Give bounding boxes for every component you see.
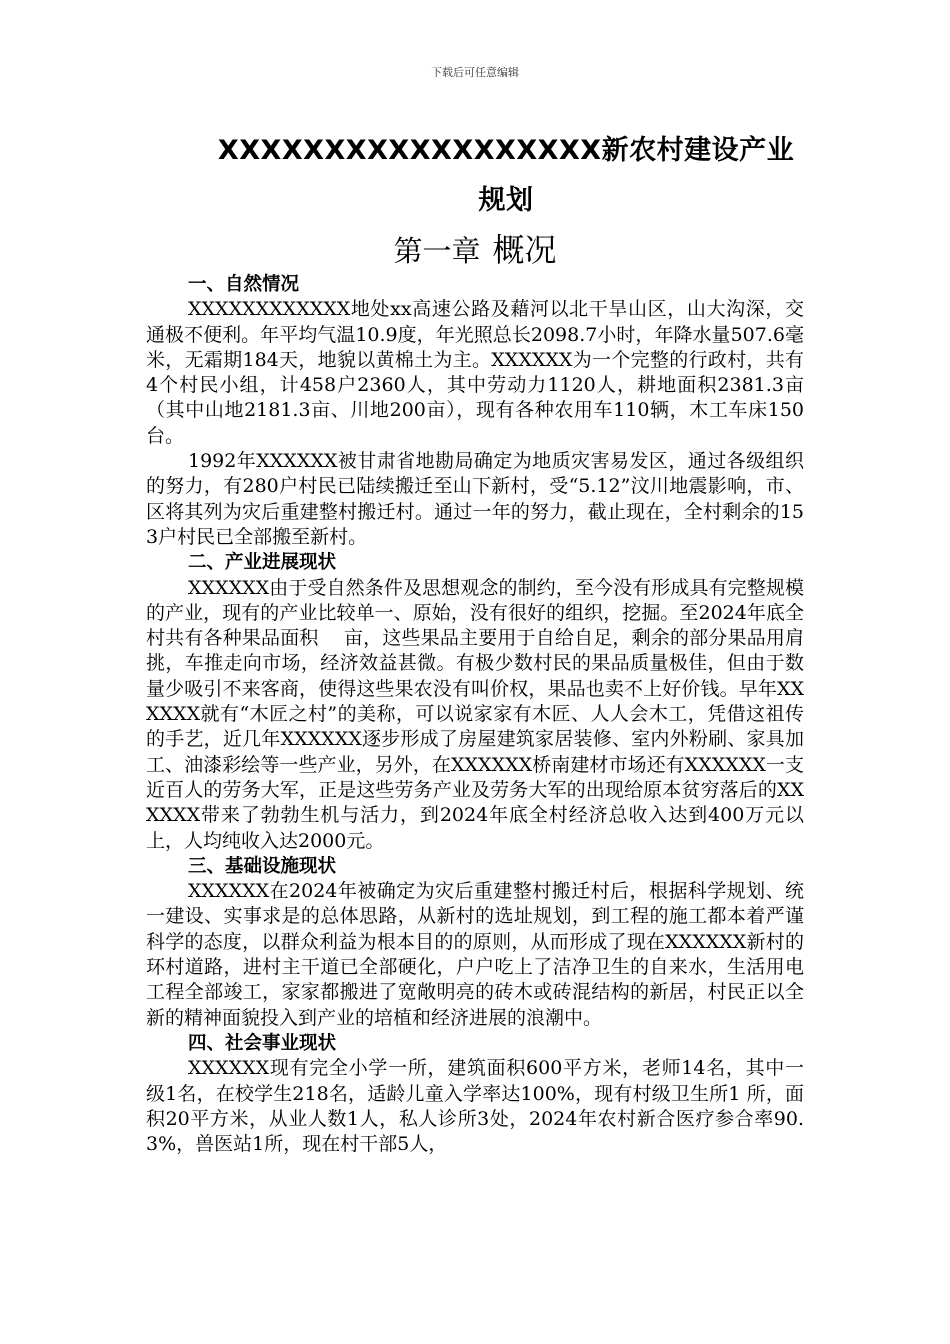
- paragraph: XXXXXX现有完全小学一所，建筑面积600平方米，老师14名，其中一级1名，在校学生218名，适龄儿童入学率达100%，现有村级卫生所1 所，面积20平方米，从业人数1人，私人诊所3处，2024年农村新合医疗参合率90.3%，兽医站1所，现在村干部5人，: [146, 1057, 804, 1156]
- document-title-continued: 规划: [478, 185, 534, 216]
- section-infrastructure-status: [146, 854, 804, 1031]
- document-title: XXXXXXXXXXXXXXXXXX新农村建设产业: [217, 135, 795, 166]
- paragraph: 1992年XXXXXX被甘肃省地勘局确定为地质灾害易发区，通过各级组织的努力，有280户村民已陆续搬迁至山下新村，受“5.12”汶川地震影响，市、区将其列为灾后重建整村搬迁村。通过一年的努力，截止现在，全村剩余的153户村民已全部搬至新村。: [146, 450, 804, 548]
- section-heading: 四、社会事业现状: [188, 1032, 337, 1054]
- section-heading: 一、自然情况: [188, 274, 300, 295]
- document-body: [146, 272, 804, 1157]
- paragraph: XXXXXX由于受自然条件及思想观念的制约，至今没有形成具有完整规模的产业，现有的产业比较单一、原始，没有很好的组织，挖掘。至2024年底全村共有各种果品面积 亩，这些果品主要用于自给自足，剩余的部分果品用肩挑，车推走向市场，经济效益甚微。有极少数村民的果品质量极佳，但由于数量少吸引不来客商，使得这些果农没有叫价权，果品也卖不上好价钱。早年XXXXXX就有“木匠之村”的美称，可以说家家有木匠、人人会木工，凭借这祖传的手艺，近几年XXXXXX逐步形成了房屋建筑家居装修、室内外粉刷、家具加工、油漆彩绘等一些产业，另外，在XXXXXX桥南建材市场还有XXXXXX一支近百人的劳务大军，正是这些劳务产业及劳务大军的出现给原本贫穷落后的XXXXXX带来了勃勃生机与活力，到2024年底全村经济总收入达到400万元以上，人均纯收入达2000元。: [146, 576, 804, 852]
- chapter-label: 第一章: [393, 234, 481, 268]
- section-natural-conditions: [146, 272, 804, 550]
- section-heading: 三、基础设施现状: [188, 855, 337, 877]
- section-heading: 二、产业进展现状: [188, 552, 337, 574]
- chapter-heading: [0, 230, 950, 271]
- header-note: 下载后可任意编辑: [431, 66, 519, 79]
- section-industry-status: [146, 550, 804, 854]
- section-social-affairs-status: [146, 1031, 804, 1157]
- chapter-title: 概况: [492, 231, 557, 269]
- paragraph: XXXXXXXXXXXX地处xx高速公路及藉河以北干旱山区，山大沟深，交通极不便利。年平均气温10.9度，年光照总长2098.7小时，年降水量507.6毫米，无霜期184天，地貌以黄棉土为主。XXXXXX为一个完整的行政村，共有4个村民小组，计458户2360人，其中劳动力1120人，耕地面积2381.3亩（其中山地2181.3亩、川地200亩），现有各种农用车110辆，木工车床150台。: [146, 298, 804, 447]
- paragraph: XXXXXX在2024年被确定为灾后重建整村搬迁村后，根据科学规划、统一建设、实事求是的总体思路，从新村的选址规划，到工程的施工都本着严谨科学的态度，以群众利益为根本目的的原则，从而形成了现在XXXXXX新村的环村道路，进村主干道已全部硬化，户户吃上了洁净卫生的自来水，生活用电工程全部竣工，家家都搬进了宽敞明亮的砖木或砖混结构的新居，村民正以全新的精神面貌投入到产业的培植和经济进展的浪潮中。: [146, 880, 804, 1029]
